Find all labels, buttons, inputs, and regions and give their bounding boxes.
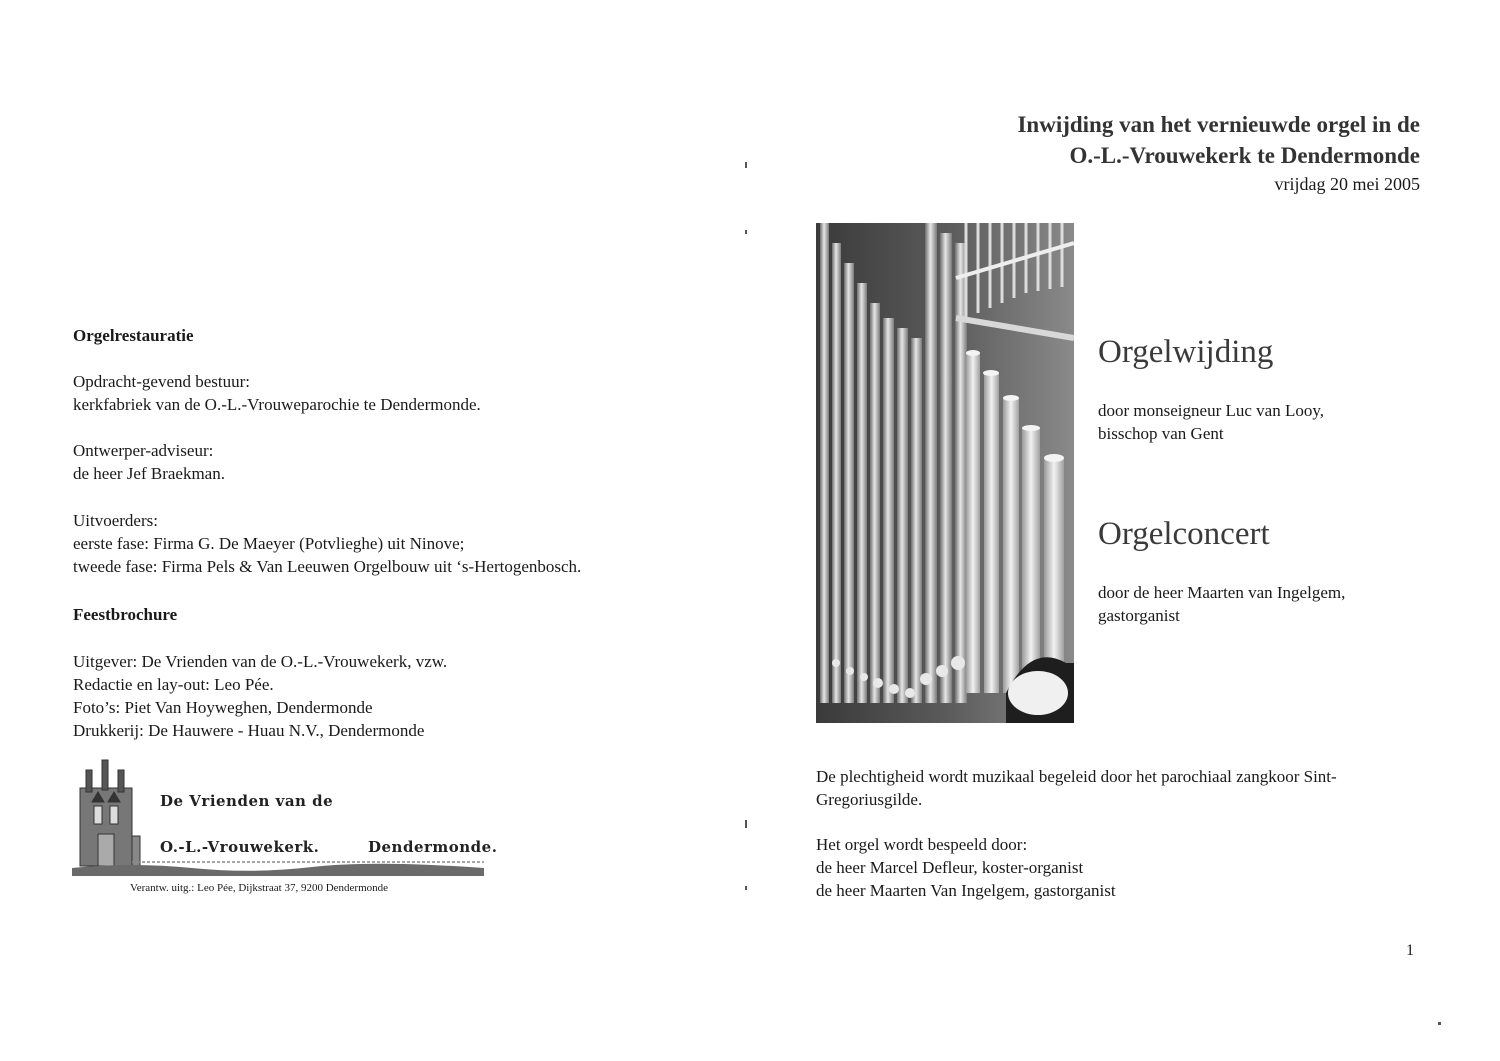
text-line: door de heer Maarten van Ingelgem, [1098,583,1346,602]
section-heading-orgelrestauratie: Orgelrestauratie [73,326,194,345]
text-line: Ontwerper-adviseur: [73,441,214,460]
section-heading-feestbrochure: Feestbrochure [73,605,178,624]
orgelwijding-description [1098,399,1324,445]
choir-paragraph: De plechtigheid wordt muzikaal begeleid door het parochiaal zangkoor Sint-Gregoriusgilde. [816,767,1337,809]
fold-mark [745,230,747,234]
organ-pipes-image [816,223,1074,723]
orgelconcert-description [1098,581,1345,627]
text-block-colofon [73,650,447,742]
responsible-publisher: Verantw. uitg.: Leo Pée, Dijkstraat 37, 9200 Dendermonde [130,882,389,894]
text-block-ontwerper [73,439,225,485]
orgelconcert-heading: Orgelconcert [1098,516,1270,552]
fold-mark [745,820,747,828]
text-line: kerkfabriek van de O.-L.-Vrouweparochie te Dendermonde. [73,395,481,414]
text-line: Drukkerij: De Hauwere - Huau N.V., Dendermonde [73,721,425,740]
text-line: eerste fase: Firma G. De Maeyer (Potvlieghe) uit Ninove; [73,534,465,553]
logo-line-vrienden: De Vrienden van de [160,792,334,810]
text-line: gastorganist [1098,606,1180,625]
event-date: vrijdag 20 mei 2005 [1274,174,1420,194]
text-line: de heer Marcel Defleur, koster-organist [816,858,1084,877]
text-line: de heer Jef Braekman. [73,464,225,483]
text-line: door monseigneur Luc van Looy, [1098,401,1324,420]
logo-line-dendermonde: Dendermonde. [368,838,498,856]
text-line: Opdracht-gevend bestuur: [73,372,251,391]
fold-mark [745,886,747,890]
text-line: bisschop van Gent [1098,424,1224,443]
organ-pipes-photo [816,223,1074,723]
text-line: Het orgel wordt bespeeld door: [816,835,1028,854]
text-line: Foto’s: Piet Van Hoyweghen, Dendermonde [73,698,373,717]
text-line: de heer Maarten Van Ingelgem, gastorganist [816,881,1116,900]
orgelwijding-heading: Orgelwijding [1098,334,1274,370]
text-line: Uitgever: De Vrienden van de O.-L.-Vrouwekerk, vzw. [73,652,448,671]
text-block-uitvoerders [73,509,581,578]
logo-line-vrouwekerk: O.-L.-Vrouwekerk. [160,838,320,856]
text-block-opdrachtgever [73,370,481,416]
page-number: 1 [1406,942,1414,959]
event-title-line-2: O.-L.-Vrouwekerk te Dendermonde [1069,143,1420,168]
text-line: tweede fase: Firma Pels & Van Leeuwen Orgelbouw uit ‘s-Hertogenbosch. [73,557,582,576]
fold-mark [745,162,747,168]
fold-mark [1438,1022,1441,1025]
event-title-line-1: Inwijding van het vernieuwde orgel in de [1017,112,1420,137]
text-line: Redactie en lay-out: Leo Pée. [73,675,274,694]
vrienden-logo [72,758,498,876]
text-line: Uitvoerders: [73,511,158,530]
church-tower-icon [72,758,484,876]
organists-paragraph [816,833,1116,902]
